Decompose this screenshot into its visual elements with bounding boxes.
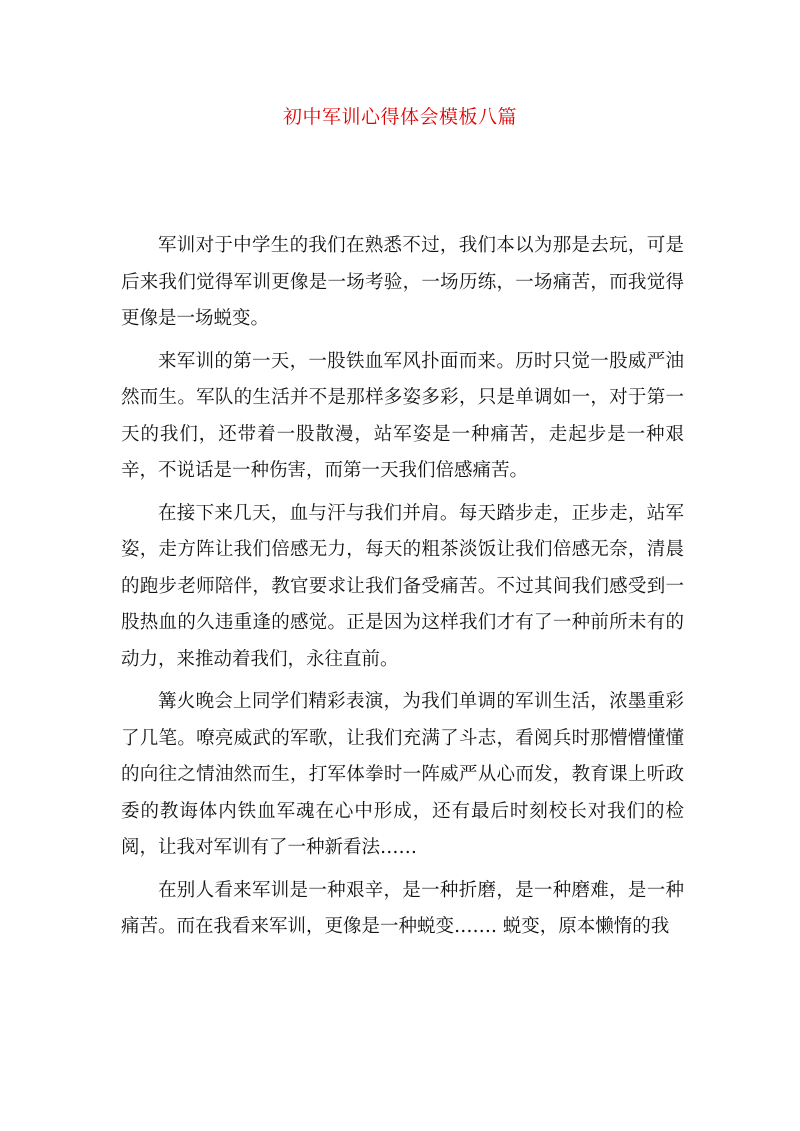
paragraph-2: 来军训的第一天，一股铁血军风扑面而来。历时只觉一股威严油然而生。军队的生活并不是那样多姿多彩，只是单调如一，对于第一天的我们，还带着一股散漫，站军姿是一种痛苦，走起步是一种艰辛，不说话是一种伤害，而第一天我们倍感痛苦。: [121, 350, 684, 481]
paragraph-5: 在别人看来军训是一种艰辛，是一种折磨，是一种磨难，是一种痛苦。而在我看来军训，更像是一种蜕变……. 蜕变，原本懒惰的我: [121, 879, 684, 937]
document-title: 初中军训心得体会模板八篇: [282, 106, 517, 128]
paragraph-1: 军训对于中学生的我们在熟悉不过，我们本以为那是去玩，可是后来我们觉得军训更像是一场考验，一场历练，一场痛苦，而我觉得更像是一场蜕变。: [121, 235, 684, 329]
paragraph-3: 在接下来几天，血与汗与我们并肩。每天踏步走，正步走，站军姿，走方阵让我们倍感无力，每天的粗茶淡饭让我们倍感无奈，清晨的跑步老师陪伴，教官要求让我们备受痛苦。不过其间我们感受到一股热血的久违重逢的感觉。正是因为这样我们才有了一种前所未有的动力，来推动着我们，永往直前。: [121, 502, 684, 670]
paragraph-4: 篝火晚会上同学们精彩表演，为我们单调的军训生活，浓墨重彩了几笔。嘹亮威武的军歌，让我们充满了斗志，看阅兵时那懵懵懂懂的向往之情油然而生，打军体拳时一阵威严从心而发，教育课上听政委的教诲体内铁血军魂在心中形成，还有最后时刻校长对我们的检阅，让我对军训有了一种新看法……: [121, 691, 684, 858]
document-body: [121, 228, 684, 946]
